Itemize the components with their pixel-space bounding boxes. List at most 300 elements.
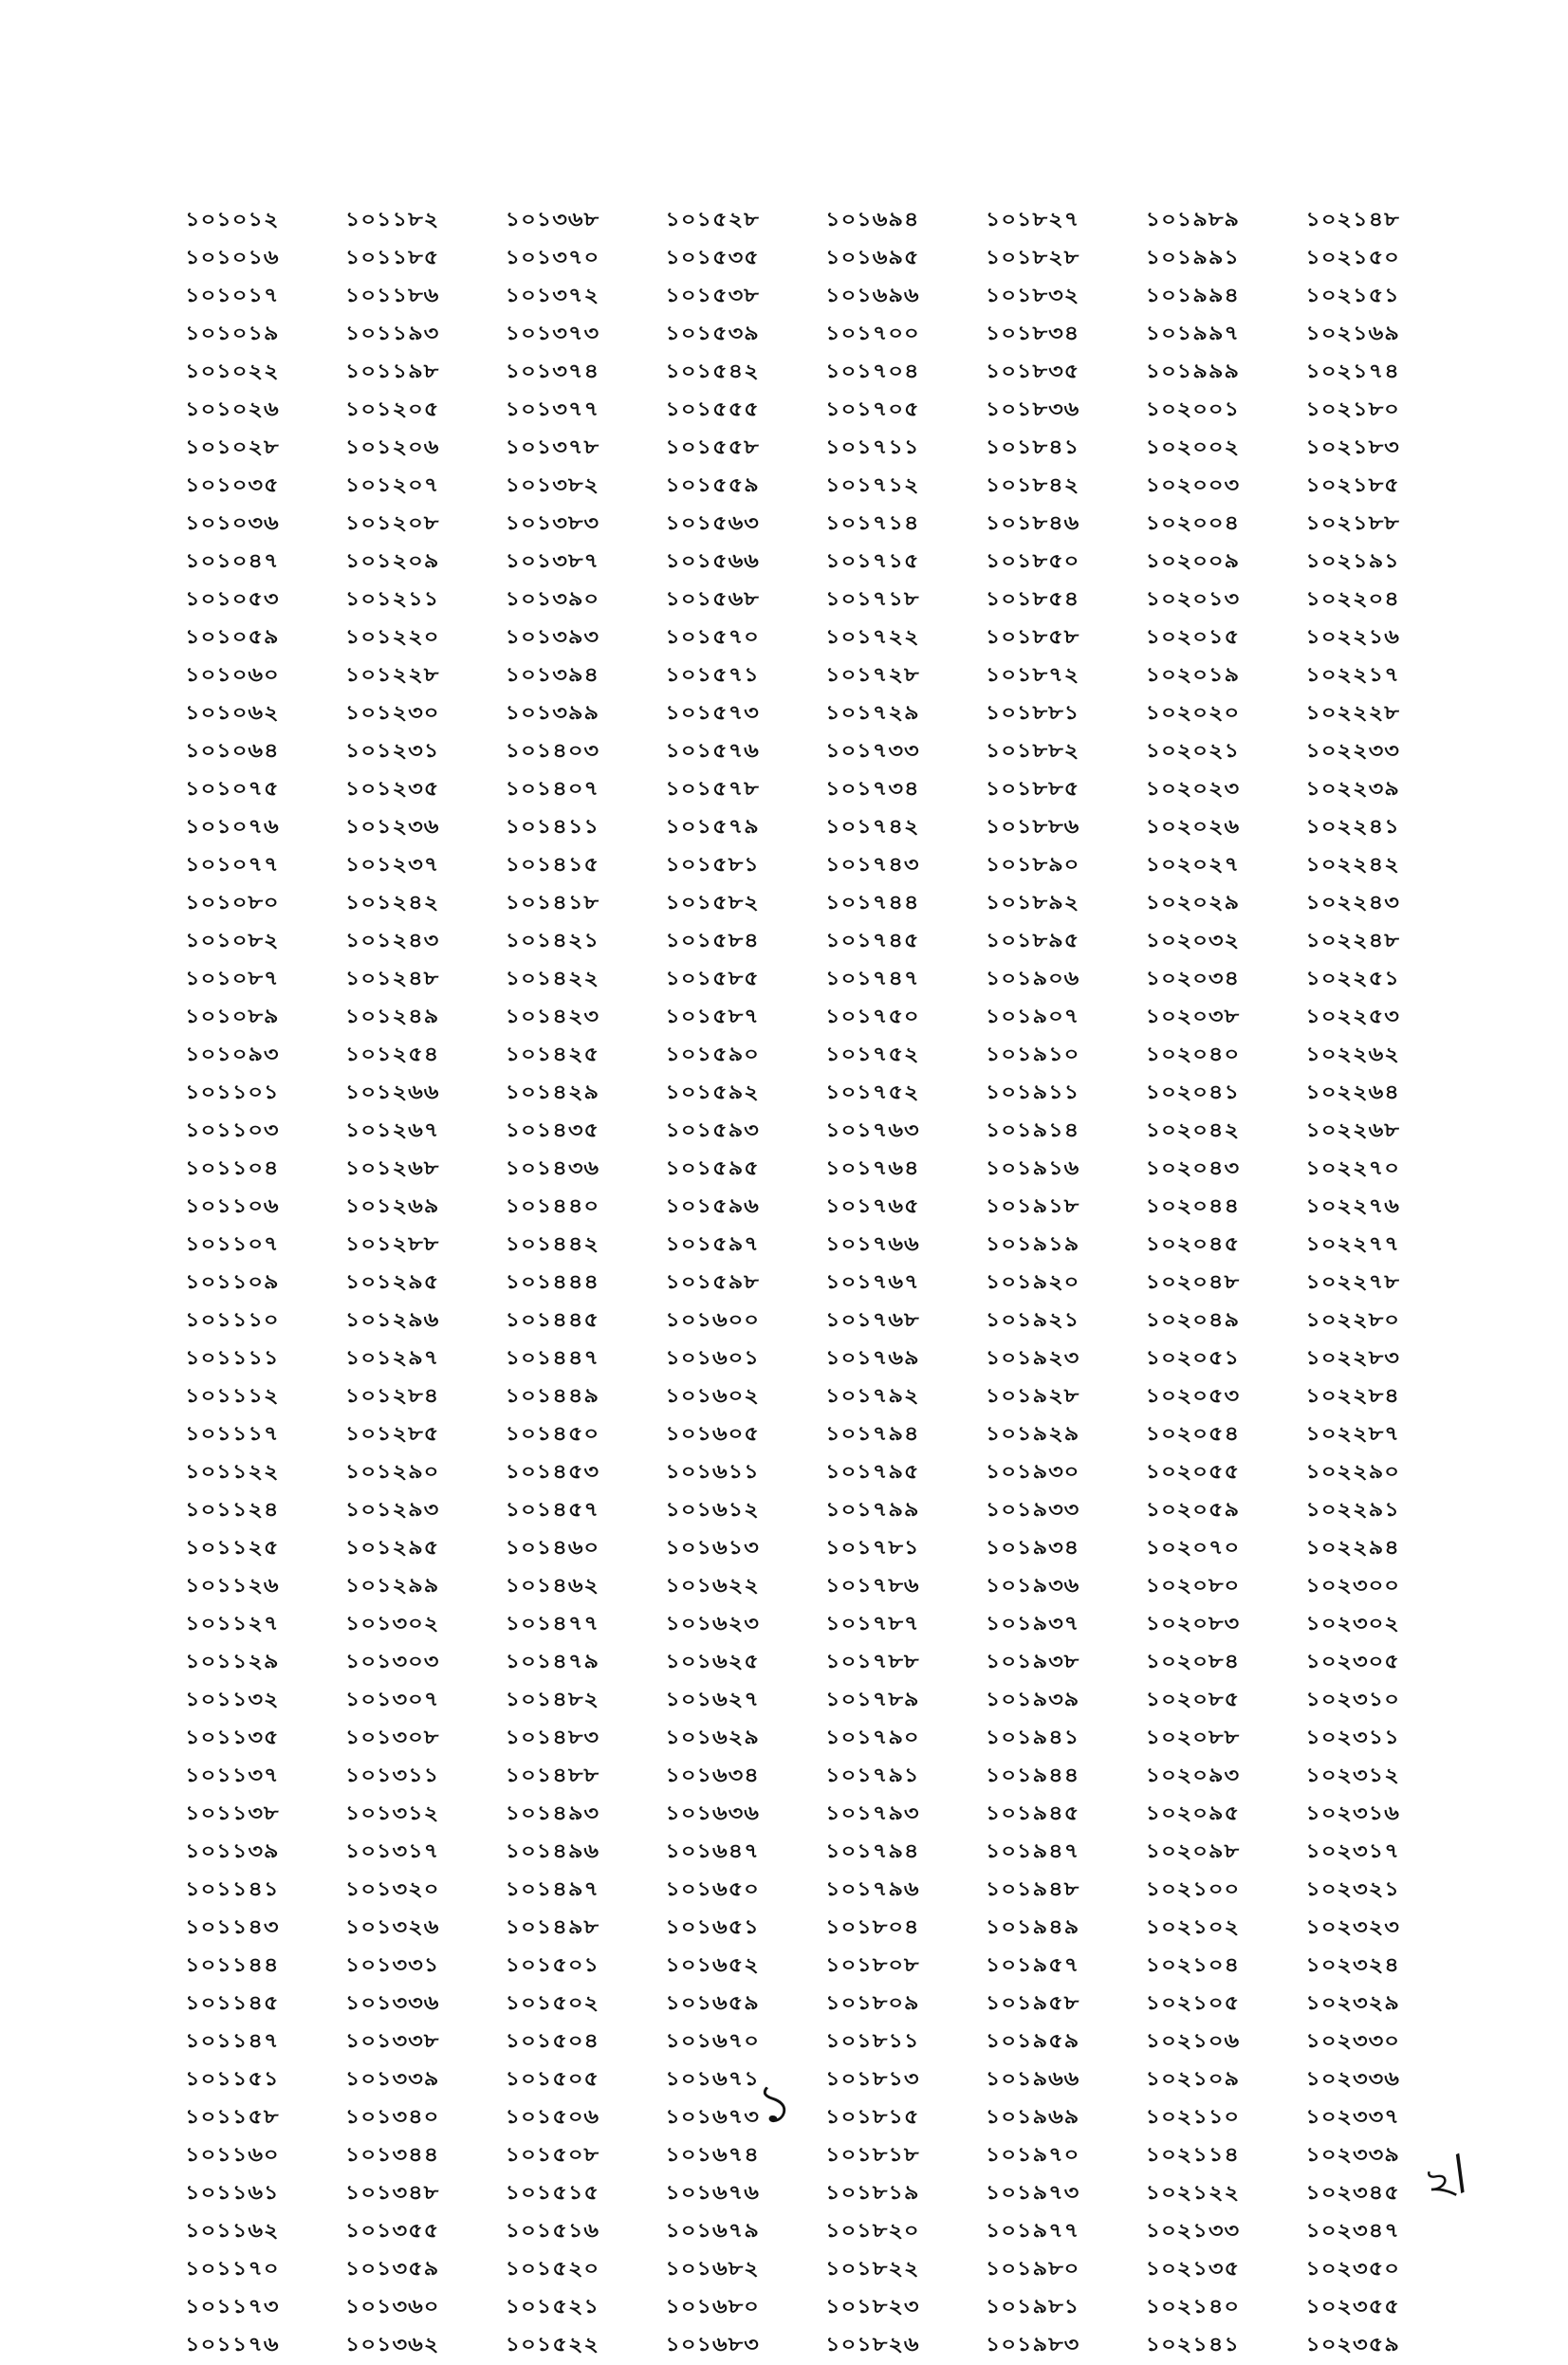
roll-number-cell: ১০২৩০২ <box>1305 1612 1400 1635</box>
roll-number-cell: ১০১৬৪৭ <box>665 1839 760 1863</box>
roll-number-cell: ১০১৭৬৫ <box>825 1194 920 1218</box>
roll-number-cell: ১০১৫৯৩ <box>665 1118 760 1142</box>
table-row <box>185 1113 1466 1151</box>
roll-number-cell: ১০১৭৬৮ <box>825 1308 920 1332</box>
roll-number-cell: ১০১২৬৬ <box>344 1081 440 1104</box>
roll-number-cell: ১০১৭৯০ <box>825 1726 920 1749</box>
roll-number-cell: ১০১৭৮১ <box>825 1536 920 1560</box>
roll-number-cell: ১০২৩৫০ <box>1305 2257 1400 2281</box>
roll-number-cell: ১০১২৯৩ <box>344 1498 440 1522</box>
roll-number-cell: ১০১৯১০ <box>985 1043 1080 1066</box>
roll-number-cell: ১০১৬৮০ <box>665 2295 760 2319</box>
table-row <box>185 1606 1466 1644</box>
roll-number-cell: ১০১০৬০ <box>185 663 280 687</box>
table-row <box>185 2327 1466 2365</box>
roll-number-cell: ১০১৪৭৭ <box>505 1612 600 1635</box>
roll-number-cell: ১০১৯৯৯ <box>1145 360 1240 383</box>
table-row <box>185 1075 1466 1113</box>
roll-number-cell: ১০১৯১৬ <box>985 1156 1080 1180</box>
roll-number-cell: ১০১১২২ <box>185 1460 280 1484</box>
roll-number-cell: ১০১০১৭ <box>185 284 280 307</box>
roll-number-cell: ১০১৯৪৭ <box>985 1839 1080 1863</box>
roll-number-cell: ১০১৯৩৭ <box>985 1612 1080 1635</box>
roll-number-cell: ১০২১০৯ <box>1145 2067 1241 2091</box>
roll-number-cell: ১০১৪৪৯ <box>505 1384 600 1408</box>
roll-number-cell: ১০১৮৮১ <box>985 701 1080 725</box>
roll-number-cell: ১০২০৪৩ <box>1145 1156 1241 1180</box>
roll-number-cell: ১০২১৪৮ <box>1305 208 1400 231</box>
roll-number-cell: ১০১৭৫০ <box>825 1005 920 1028</box>
roll-number-cell: ১০১৭১৫ <box>825 549 920 573</box>
roll-number-cell: ১০১০৫৯ <box>185 625 280 649</box>
roll-number-cell: ১০১১৬২ <box>185 2219 280 2243</box>
roll-number-cell: ১০১০২৬ <box>185 397 280 421</box>
roll-number-cell: ১০১৯১৮ <box>985 1194 1080 1218</box>
roll-number-cell: ১০১৬৭০ <box>665 2029 760 2053</box>
roll-number-cell: ১০২১৪১ <box>1145 2333 1241 2356</box>
roll-number-cell: ১০১৯৭৭ <box>985 2219 1080 2243</box>
roll-number-cell: ১০১২৯৫ <box>344 1270 440 1294</box>
roll-number-cell: ১০১৫৬৮ <box>665 587 760 611</box>
roll-number-cell: ১০১৪২১ <box>505 929 600 952</box>
roll-number-cell: ১০১৫৬৬ <box>665 549 760 573</box>
roll-number-cell: ১০১৬৩৪ <box>665 1764 760 1787</box>
roll-number-cell: ১০২২৮৪ <box>1305 1384 1400 1408</box>
roll-number-cell: ১০১৯৮০ <box>985 2257 1080 2281</box>
roll-number-cell: ১০১৬৭৪ <box>665 2143 760 2167</box>
roll-number-cell: ১০২১২২ <box>1145 2181 1241 2205</box>
roll-number-cell: ১০২২১৬ <box>1305 625 1400 649</box>
roll-number-cell: ১০১৪৮২ <box>505 1688 600 1711</box>
roll-number-cell: ১০১৬৫৯ <box>665 1991 760 2015</box>
roll-number-cell: ১০২১০৫ <box>1145 1991 1241 2015</box>
roll-number-cell: ১০১৩৮৩ <box>505 511 600 535</box>
roll-number-cell: ১০১৩১১ <box>344 1764 440 1787</box>
roll-number-cell: ১০১৯৪৮ <box>985 1877 1080 1901</box>
roll-number-cell: ১০১৯৯৪ <box>1145 284 1240 307</box>
table-row <box>185 2137 1466 2175</box>
table-row <box>185 1303 1466 1340</box>
roll-number-cell: ১০১১৯৩ <box>344 322 440 345</box>
roll-number-cell: ১০১১২৬ <box>185 1574 280 1598</box>
roll-number-cell: ১০২২৯৪ <box>1305 1536 1400 1560</box>
page-number: ১ <box>753 2070 797 2137</box>
roll-number-cell: ১০১৭৯৪ <box>825 1839 920 1863</box>
roll-number-cell: ১০১১০৬ <box>185 1194 280 1218</box>
roll-number-cell: ১০১৩৯০ <box>505 587 600 611</box>
roll-number-cell: ১০১৭৯৩ <box>825 1801 920 1825</box>
roll-number-cell: ১০২৩২৪ <box>1305 1953 1400 1977</box>
roll-number-cell: ১০১১১০ <box>185 1308 280 1332</box>
roll-number-cell: ১০১১৮৬ <box>344 284 440 307</box>
roll-number-cell: ১০১২৯৭ <box>344 1346 440 1370</box>
roll-number-cell: ১০১৪৪৭ <box>505 1346 600 1370</box>
table-row <box>185 278 1466 316</box>
table-row <box>185 392 1466 430</box>
roll-number-cell: ১০১৪১৫ <box>505 853 600 877</box>
roll-number-cell: ১০১৫৭৩ <box>665 701 760 725</box>
corner-page-mark: ২/ <box>1414 2145 1479 2213</box>
roll-number-cell: ১০১৪৯৩ <box>505 1801 600 1825</box>
roll-number-cell: ১০১৮৮৬ <box>985 815 1080 839</box>
roll-number-cell: ১০২৩২১ <box>1305 1877 1400 1901</box>
table-row <box>185 240 1466 278</box>
table-row <box>185 1682 1466 1720</box>
roll-number-cell: ১০১২১১ <box>344 587 440 611</box>
roll-number-cell: ১০১১৬০ <box>185 2143 280 2167</box>
roll-number-cell: ১০১৭৪৩ <box>825 853 920 877</box>
roll-number-cell: ১০১০৩৬ <box>185 511 280 535</box>
roll-number-cell: ১০১৭০৫ <box>825 397 920 421</box>
roll-number-cell: ১০১২৮৮ <box>344 1232 440 1256</box>
roll-number-cell: ১০২০৭০ <box>1145 1536 1241 1560</box>
roll-number-cell: ১০১২৪৯ <box>344 1005 440 1028</box>
roll-number-cell: ১০১৩০৩ <box>344 1650 440 1673</box>
roll-number-cell: ১০২০৫৪ <box>1145 1422 1241 1446</box>
roll-number-cell: ১০১৫৫৫ <box>665 397 760 421</box>
roll-number-cell: ১০১৬২৩ <box>665 1612 760 1635</box>
roll-number-cell: ১০২০৮৮ <box>1145 1726 1241 1749</box>
roll-number-cell: ১০২০৮৪ <box>1145 1650 1241 1673</box>
roll-number-cell: ১০১৬০২ <box>665 1384 760 1408</box>
roll-number-cell: ১০১৪৪০ <box>505 1194 600 1218</box>
roll-number-cell: ১০১৭৯৪ <box>825 1422 920 1446</box>
roll-number-cell: ১০১৯২০ <box>985 1270 1080 1294</box>
roll-number-cell: ১০১৪২২ <box>505 967 600 990</box>
table-row <box>185 430 1466 468</box>
roll-number-cell: ১০১৫৮৫ <box>665 967 760 990</box>
roll-number-cell: ১০১৯৫৭ <box>985 1953 1080 1977</box>
roll-number-cell: ১০১৫৭১ <box>665 663 760 687</box>
roll-number-cell: ১০১০৬৪ <box>185 739 280 763</box>
roll-number-cell: ১০১৪৬০ <box>505 1536 600 1560</box>
roll-number-cell: ১০১৭৮৯ <box>825 1688 920 1711</box>
roll-number-cell: ১০১১৪১ <box>185 1877 280 1901</box>
roll-number-cell: ১০১২৮৫ <box>344 1422 440 1446</box>
roll-number-cell: ১০১৬১১ <box>665 1460 760 1484</box>
roll-number-cell: ১০২০৪৯ <box>1145 1308 1241 1332</box>
roll-number-cell: ১০১৭০৪ <box>825 360 920 383</box>
roll-number-cell: ১০১২০৮ <box>344 511 440 535</box>
roll-number-cell: ১০২২৩৯ <box>1305 777 1400 801</box>
roll-number-cell: ১০১৭৮৭ <box>825 1612 920 1635</box>
roll-number-cell: ১০১৪৫০ <box>505 1422 600 1446</box>
roll-number-cell: ১০১৯২৯ <box>985 1422 1080 1446</box>
table-row <box>185 1151 1466 1189</box>
roll-number-cell: ১০১৫৭৬ <box>665 739 760 763</box>
roll-number-cell: ১০২৩০৫ <box>1305 1650 1400 1673</box>
roll-number-cell: ১০২০৮০ <box>1145 1574 1241 1598</box>
roll-number-cell: ১০১০৯৩ <box>185 1043 280 1066</box>
roll-number-cell: ১০১৯৮৯ <box>1145 208 1240 231</box>
roll-number-cell: ১০২০০৯ <box>1145 549 1241 573</box>
roll-number-cell: ১০১২৩০ <box>344 701 440 725</box>
roll-number-cell: ১০১৫৮৪ <box>665 929 760 952</box>
roll-number-cell: ১০২৩১৬ <box>1305 1801 1400 1825</box>
roll-number-cell: ১০১৫৯৬ <box>665 1194 760 1218</box>
roll-number-cell: ১০১৪০৭ <box>505 777 600 801</box>
roll-number-cell: ১০২৩১১ <box>1305 1726 1400 1749</box>
table-row <box>185 316 1466 354</box>
roll-number-cell: ১০২২৯১ <box>1305 1498 1400 1522</box>
roll-number-cell: ১০১৬৭১ <box>665 2067 760 2091</box>
roll-number-cell: ১০১১৯৮ <box>344 360 440 383</box>
table-row <box>185 1340 1466 1378</box>
roll-number-cell: ১০১১১২ <box>185 1384 280 1408</box>
roll-number-cell: ১০১৩৭৭ <box>505 397 600 421</box>
roll-number-cell: ১০১৬০০ <box>665 1308 760 1332</box>
roll-number-cell: ১০১১৩২ <box>185 1688 280 1711</box>
table-row <box>185 1189 1466 1227</box>
roll-number-cell: ১০১১১৭ <box>185 1422 280 1446</box>
roll-number-cell: ১০২২২৮ <box>1305 701 1400 725</box>
roll-number-cell: ১০১৮১৩ <box>825 2067 920 2091</box>
roll-number-cell: ১০২০১৯ <box>1145 663 1241 687</box>
roll-number-cell: ১০২৩২৯ <box>1305 1991 1400 2015</box>
roll-number-cell: ১০১০৭৫ <box>185 777 280 801</box>
table-row <box>185 1796 1466 1834</box>
table-row <box>185 582 1466 619</box>
roll-number-cell: ১০১২৬৯ <box>344 1194 440 1218</box>
table-row <box>185 1910 1466 1948</box>
roll-number-cell: ১০১৫৯৭ <box>665 1232 760 1256</box>
table-row <box>185 1758 1466 1796</box>
roll-number-cell: ১০১৫৯৫ <box>665 1156 760 1180</box>
roll-number-cell: ১০১১২৭ <box>185 1612 280 1635</box>
roll-number-cell: ১০১৯৬৬ <box>985 2067 1080 2091</box>
roll-number-cell: ১০২১০৪ <box>1145 1953 1241 1977</box>
roll-number-cell: ১০১৭৯৯ <box>825 1498 920 1522</box>
roll-number-cell: ১০১১৪৫ <box>185 1991 280 2015</box>
roll-number-cell: ১০২০১৫ <box>1145 625 1241 649</box>
roll-number-cell: ১০১১২৪ <box>185 1498 280 1522</box>
roll-number-cell: ১০১৫২৮ <box>665 208 760 231</box>
roll-number-cell: ১০১৫২১ <box>505 2295 600 2319</box>
roll-number-cell: ১০১৪০৩ <box>505 739 600 763</box>
roll-number-cell: ১০১০৮২ <box>185 929 280 952</box>
roll-number-cell: ১০১৬৫১ <box>665 1915 760 1939</box>
roll-number-cell: ১০১৪৮৮ <box>505 1764 600 1787</box>
roll-number-cell: ১০২২৬৮ <box>1305 1118 1400 1142</box>
roll-number-cell: ১০১৩৪০ <box>344 2105 440 2129</box>
roll-number-cell: ১০১৮২৩ <box>825 2295 920 2319</box>
roll-number-cell: ১০২১৩৩ <box>1145 2219 1241 2243</box>
roll-number-cell: ১০১৭৯৬ <box>825 1877 920 1901</box>
roll-number-cell: ১০১৭৬৩ <box>825 1118 920 1142</box>
roll-number-cell: ১০১৭১৪ <box>825 511 920 535</box>
roll-number-cell: ১০২০০৩ <box>1145 473 1241 497</box>
roll-number-cell: ১০১৮১৮ <box>825 2143 920 2167</box>
roll-number-cell: ১০২০৪৫ <box>1145 1232 1241 1256</box>
roll-number-cell: ১০১৪৬২ <box>505 1574 600 1598</box>
roll-number-cell: ১০১৪১১ <box>505 815 600 839</box>
roll-number-cell: ১০১৩১২ <box>344 1801 440 1825</box>
roll-number-cell: ১০১৯১১ <box>985 1081 1080 1104</box>
table-row <box>185 544 1466 582</box>
roll-number-cell: ১০১৫৯২ <box>665 1081 760 1104</box>
roll-number-cell: ১০১১৭০ <box>185 2257 280 2281</box>
roll-number-cell: ১০১১০৯ <box>185 1270 280 1294</box>
roll-number-cell: ১০২০৫১ <box>1145 1346 1241 1370</box>
roll-number-cell: ১০১১২৫ <box>185 1536 280 1560</box>
roll-number-cell: ১০১৩৯৩ <box>505 625 600 649</box>
roll-number-cell: ১০১৫০৬ <box>505 2105 600 2129</box>
roll-number-cell: ১০১৯১৯ <box>985 1232 1080 1256</box>
roll-number-cell: ১০১৮৪১ <box>985 435 1080 459</box>
roll-number-cell: ১০১৬০৫ <box>665 1422 760 1446</box>
roll-number-cell: ১০১৫৮১ <box>665 853 760 877</box>
roll-number-cell: ১০১১০৭ <box>185 1232 280 1256</box>
roll-number-cell: ১০১৫২২ <box>505 2333 600 2356</box>
roll-number-cell: ১০১৭৪২ <box>825 815 920 839</box>
roll-number-cell: ১০১১৮২ <box>344 208 440 231</box>
roll-number-cell: ১০২১০৬ <box>1145 2029 1241 2053</box>
roll-number-cell: ১০১৬৭৯ <box>665 2219 760 2243</box>
table-row <box>185 999 1466 1037</box>
roll-number-cell: ১০১৩৭৪ <box>505 360 600 383</box>
roll-number-cell: ১০২১৮৫ <box>1305 473 1400 497</box>
roll-number-cell: ১০২৩০০ <box>1305 1574 1400 1598</box>
roll-number-cell: ১০১৩৮২ <box>505 473 600 497</box>
roll-number-cell: ১০১৩৭০ <box>505 246 600 269</box>
roll-number-cell: ১০১২৯৫ <box>344 1536 440 1560</box>
roll-number-cell: ১০১৮৯২ <box>985 891 1080 915</box>
table-row <box>185 847 1466 885</box>
roll-number-cell: ১০১৮২৬ <box>825 2333 920 2356</box>
roll-number-cell: ১০১২৬৮ <box>344 1156 440 1180</box>
roll-number-cell: ১০১৫৯০ <box>665 1043 760 1066</box>
table-row <box>185 506 1466 544</box>
roll-number-cell: ১০১৯৩৩ <box>985 1498 1080 1522</box>
table-row <box>185 468 1466 506</box>
roll-number-cell: ১০১০১৯ <box>185 322 280 345</box>
roll-number-cell: ১০২৩৩০ <box>1305 2029 1400 2053</box>
roll-number-cell: ১০১২০৭ <box>344 473 440 497</box>
roll-number-cell: ১০১৯৭৩ <box>985 2181 1080 2205</box>
roll-number-cell: ১০১৮৪৬ <box>985 511 1080 535</box>
roll-number-cell: ১০১৮২০ <box>825 2219 920 2243</box>
roll-number-cell: ১০১৮৩৪ <box>985 322 1080 345</box>
roll-number-cell: ১০১৭৬৬ <box>825 1232 920 1256</box>
roll-number-cell: ১০১২০৫ <box>344 397 440 421</box>
roll-number-cell: ১০১১৩৭ <box>185 1764 280 1787</box>
roll-number-cell: ১০২৩৩৯ <box>1305 2143 1400 2167</box>
table-row <box>185 202 1466 240</box>
roll-number-cell: ১০১৮০৯ <box>825 1991 920 2015</box>
roll-number-cell: ১০১৬২২ <box>665 1574 760 1598</box>
roll-number-cell: ১০১৯৬৯ <box>985 2105 1080 2129</box>
roll-number-cell: ১০১১৩৯ <box>185 1839 280 1863</box>
table-row <box>185 2023 1466 2061</box>
roll-number-cell: ১০২২৭৭ <box>1305 1232 1400 1256</box>
roll-number-cell: ১০১৪৯৬ <box>505 1839 600 1863</box>
roll-number-cell: ১০২০৪২ <box>1145 1118 1241 1142</box>
roll-number-cell: ১০১২৮৪ <box>344 1384 440 1408</box>
roll-number-cell: ১০১৭৫২ <box>825 1081 920 1104</box>
roll-number-cell: ১০২৩১৭ <box>1305 1839 1400 1863</box>
table-row <box>185 733 1466 771</box>
roll-number-cell: ১০১৯১৪ <box>985 1118 1080 1142</box>
table-row <box>185 657 1466 695</box>
roll-number-cell: ১০১৭২৯ <box>825 701 920 725</box>
roll-number-table <box>185 202 1466 2365</box>
roll-number-cell: ১০১৫০১ <box>505 1953 600 1977</box>
roll-number-cell: ১০১৮৯৫ <box>985 929 1080 952</box>
roll-number-table-body <box>185 202 1466 2365</box>
roll-number-cell: ১০২০৪০ <box>1145 1043 1241 1066</box>
roll-number-cell: ১০১৬১৩ <box>665 1536 760 1560</box>
roll-number-cell: ১০১৫৯৮ <box>665 1270 760 1294</box>
roll-number-cell: ১০১৬৭৩ <box>665 2105 760 2129</box>
roll-number-cell: ১০১৭৯১ <box>825 1764 920 1787</box>
roll-number-cell: ১০২০২৯ <box>1145 891 1241 915</box>
roll-number-cell: ১০১০৮৯ <box>185 1005 280 1028</box>
roll-number-cell: ১০২১১৪ <box>1145 2143 1241 2167</box>
roll-number-cell: ১০১৭৪৭ <box>825 967 920 990</box>
roll-number-cell: ১০১৯৪৯ <box>985 1915 1080 1939</box>
roll-number-cell: ১০১২৬৭ <box>344 1118 440 1142</box>
roll-number-cell: ১০১২৩১ <box>344 739 440 763</box>
roll-number-cell: ১০১৮৫৪ <box>985 587 1080 611</box>
roll-number-cell: ১০১১৫৮ <box>185 2105 280 2129</box>
roll-number-cell: ১০২২৮৭ <box>1305 1422 1400 1446</box>
roll-number-cell: ১০১৯২৮ <box>985 1384 1080 1408</box>
roll-number-cell: ১০১৭৪৪ <box>825 891 920 915</box>
roll-number-cell: ১০২০৩৮ <box>1145 1005 1241 1028</box>
table-row <box>185 1644 1466 1682</box>
roll-number-cell: ১০১৭৪৫ <box>825 929 920 952</box>
roll-number-cell: ১০১৭৯২ <box>825 1384 920 1408</box>
table-row <box>185 695 1466 733</box>
roll-number-cell: ১০১৯২১ <box>985 1308 1080 1332</box>
roll-number-cell: ১০১৭৬৯ <box>825 1346 920 1370</box>
roll-number-cell: ১০২৩৫৯ <box>1305 2333 1400 2356</box>
roll-number-cell: ১০১৫৮২ <box>665 891 760 915</box>
table-row <box>185 961 1466 999</box>
roll-number-cell: ১০১৯৫৯ <box>985 2029 1080 2053</box>
roll-number-cell: ১০১২৩৫ <box>344 777 440 801</box>
roll-number-cell: ১০২১৫১ <box>1305 284 1400 307</box>
roll-number-cell: ১০১৩২৬ <box>344 1915 440 1939</box>
roll-number-cell: ১০১৮১৯ <box>825 2181 920 2205</box>
roll-number-cell: ১০১৫৩৯ <box>665 322 760 345</box>
roll-number-cell: ১০২০৯৩ <box>1145 1764 1241 1787</box>
roll-number-cell: ১০২২৮০ <box>1305 1308 1400 1332</box>
roll-number-cell: ১০১৩৭৩ <box>505 322 600 345</box>
roll-number-cell: ১০১৬০১ <box>665 1346 760 1370</box>
table-row <box>185 1834 1466 1872</box>
roll-number-cell: ১০২০২৬ <box>1145 815 1241 839</box>
roll-number-cell: ১০১৮১৫ <box>825 2105 920 2129</box>
roll-number-cell: ১০১৮২২ <box>825 2257 920 2281</box>
roll-number-cell: ১০১৪৮৩ <box>505 1726 600 1749</box>
roll-number-cell: ১০১২২০ <box>344 625 440 649</box>
roll-number-cell: ১০১৯৮১ <box>985 2295 1080 2319</box>
roll-number-cell: ১০১৫৩৮ <box>665 284 760 307</box>
roll-number-cell: ১০১৫৫৯ <box>665 473 760 497</box>
roll-number-cell: ১০২৩১২ <box>1305 1764 1400 1787</box>
roll-number-cell: ১০২২৮৩ <box>1305 1346 1400 1370</box>
roll-number-cell: ১০১১৮৫ <box>344 246 440 269</box>
roll-number-cell: ১০১০৭৭ <box>185 853 280 877</box>
roll-number-cell: ১০১৭১৮ <box>825 587 920 611</box>
roll-number-cell: ১০২২৪২ <box>1305 853 1400 877</box>
roll-number-cell: ১০১৮৩৬ <box>985 397 1080 421</box>
roll-number-cell: ১০১৯৩০ <box>985 1460 1080 1484</box>
roll-number-cell: ১০২৩৩৭ <box>1305 2105 1400 2129</box>
roll-number-cell: ১০১৩৭২ <box>505 284 600 307</box>
roll-number-cell: ১০২০১৩ <box>1145 587 1241 611</box>
